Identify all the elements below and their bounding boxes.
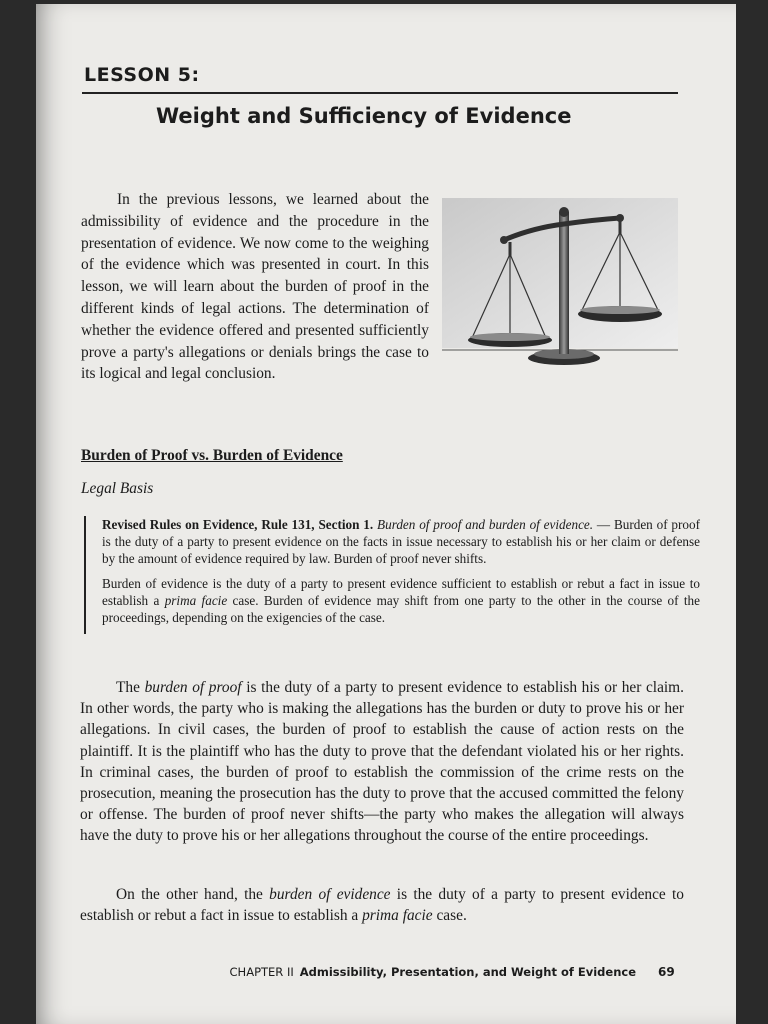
section-heading: Burden of Proof vs. Burden of Evidence — [81, 447, 343, 464]
lesson-title: Weight and Sufficiency of Evidence — [156, 104, 572, 128]
scales-figure — [442, 198, 678, 378]
burden-of-evidence-paragraph — [80, 884, 684, 926]
body1-emphasis: burden of proof — [144, 679, 242, 696]
legal-basis-label: Legal Basis — [81, 480, 154, 497]
quote-source: Revised Rules on Evidence, Rule 131, Section 1. — [102, 517, 374, 532]
body2-emphasis: burden of evidence — [269, 886, 391, 903]
page-number: 69 — [658, 965, 675, 979]
lesson-label: LESSON 5: — [84, 64, 200, 86]
intro-paragraph: In the previous lessons, we learned about the admissibility of evidence and the procedure in the presentation of evidence. We now come to the weighing of the evidence which was presented in court. In this lesson, we will learn about the burden of proof in the different kinds of legal actions. The determination of whether the evidence offered and presented sufficiently prove a party's allegations or denials brings the case to its logical and legal conclusion. — [81, 191, 429, 383]
body2-emphasis-2: prima facie — [362, 907, 433, 925]
quote-paragraph-1 — [102, 516, 700, 567]
body2-text-c: case. — [432, 907, 467, 925]
header-divider — [82, 92, 678, 94]
body2-text-a: On the other hand, the — [116, 886, 270, 903]
page-footer — [216, 965, 636, 979]
quote-source-title: Burden of proof and burden of evidence. — [377, 517, 594, 532]
body2-text-b: is the duty of a party to present evidence to establish or rebut a fact in issue to establish a — [80, 886, 684, 925]
quote-p2-emphasis: prima facie — [164, 593, 228, 608]
burden-of-proof-paragraph — [80, 677, 684, 847]
footer-chapter: CHAPTER II — [229, 965, 294, 979]
quote-p1-text: — Burden of proof is the duty of a party to present evidence on the facts in issue necessary to establish his or her claim or defense by the amount of evidence required by law. Burden of proof never shifts. — [102, 517, 700, 566]
document-page — [36, 4, 736, 1024]
footer-chapter-title: Admissibility, Presentation, and Weight of Evidence — [299, 965, 636, 979]
quote-paragraph-2 — [102, 575, 700, 626]
quote-p2-text-a: Burden of evidence is the duty of a party to present evidence sufficient to establish or rebut a fact in issue to establish a — [102, 576, 700, 608]
quote-p2-text-b: case. Burden of evidence may shift from one party to the other in the course of the proceedings, depending on the exigencies of the case. — [102, 593, 700, 625]
balance-scale-icon — [442, 198, 678, 378]
rule-quote-block — [84, 516, 700, 634]
body1-text-b: is the duty of a party to present evidence to establish his or her claim. In other words, the party who is making the allegations has the burden or duty to prove his or her allegations. In civil cases, the burden of proof to establish the cause of action rests on the plaintiff. It is the plaintiff who has the duty to prove that the defendant violated his or her rights. In criminal cases, the burden of proof to establish the commission of the crime rests on the prosecution, meaning the prosecution has the duty to prove that the accused committed the felony or offense. The burden of proof never shifts—the party who makes the allegation will always have the duty to prove his or her allegations throughout the course of the entire proceedings. — [80, 679, 684, 845]
body1-text-a: The — [116, 679, 145, 696]
